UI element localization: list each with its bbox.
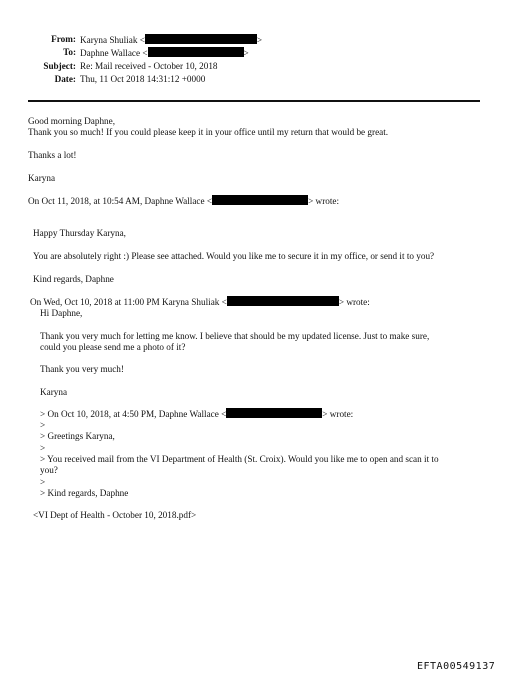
from-name: Karyna Shuliak < xyxy=(80,35,145,45)
to-end: > xyxy=(243,48,249,58)
quote-marker: > xyxy=(40,443,46,453)
redaction-box xyxy=(212,195,308,205)
to-label: To: xyxy=(63,47,76,57)
quote-greeting: Happy Thursday Karyna, xyxy=(33,228,126,238)
quote-line: you? xyxy=(40,465,58,475)
signoff: Karyna xyxy=(28,173,56,183)
attachment-name: <VI Dept of Health - October 10, 2018.pdf> xyxy=(33,510,197,520)
quote-signoff: Karyna xyxy=(40,387,68,397)
quote-line: Thank you very much for letting me know. I believe that should be my updated license. Just to make sure, xyxy=(40,331,430,341)
quote-regards: Kind regards, Daphne xyxy=(33,274,114,284)
to-name: Daphne Wallace < xyxy=(80,48,148,58)
quote-intro-end: > wrote: xyxy=(322,409,354,419)
quote-thanks: Thank you very much! xyxy=(40,364,124,374)
to-value xyxy=(80,47,249,59)
quote-intro-start: On Oct 11, 2018, at 10:54 AM, Daphne Wallace < xyxy=(28,196,213,206)
quote-intro-end: > wrote: xyxy=(338,297,370,307)
quote-greeting: > Greetings Karyna, xyxy=(40,431,115,441)
redaction-box xyxy=(145,34,257,44)
redaction-box xyxy=(148,47,244,57)
redaction-box xyxy=(227,296,339,306)
document-id: EFTA00549137 xyxy=(417,661,496,672)
quote-intro-end: > wrote: xyxy=(308,196,340,206)
quote-intro-start: > On Oct 10, 2018, at 4:50 PM, Daphne Wallace < xyxy=(40,409,227,419)
quote-line: You are absolutely right :) Please see attached. Would you like me to secure it in my office, or send it to you? xyxy=(33,251,435,261)
subject-label: Subject: xyxy=(43,61,76,71)
body-line: Thank you so much! If you could please keep it in your office until my return that would be great. xyxy=(28,127,389,137)
quote-intro xyxy=(30,296,370,308)
quote-line: > You received mail from the VI Department of Health (St. Croix). Would you like me to open and scan it to xyxy=(40,454,439,464)
subject-value: Re: Mail received - October 10, 2018 xyxy=(80,61,218,71)
greeting: Good morning Daphne, xyxy=(28,116,116,126)
quote-intro xyxy=(40,408,353,420)
quote-regards: > Kind regards, Daphne xyxy=(40,488,129,498)
quote-marker: > xyxy=(40,477,46,487)
from-end: > xyxy=(256,35,263,45)
quote-intro-start: On Wed, Oct 10, 2018 at 11:00 PM Karyna Shuliak < xyxy=(30,297,227,307)
quote-line: could you please send me a photo of it? xyxy=(40,342,186,352)
date-value: Thu, 11 Oct 2018 14:31:12 +0000 xyxy=(80,74,206,84)
header-divider xyxy=(28,100,480,102)
from-value xyxy=(80,34,262,46)
quote-greeting: Hi Daphne, xyxy=(40,308,83,318)
quote-marker: > xyxy=(40,420,46,430)
quote-intro xyxy=(28,195,339,207)
redaction-box xyxy=(226,408,322,418)
from-label: From: xyxy=(51,34,76,44)
thanks-line: Thanks a lot! xyxy=(28,150,77,160)
date-label: Date: xyxy=(54,74,76,84)
